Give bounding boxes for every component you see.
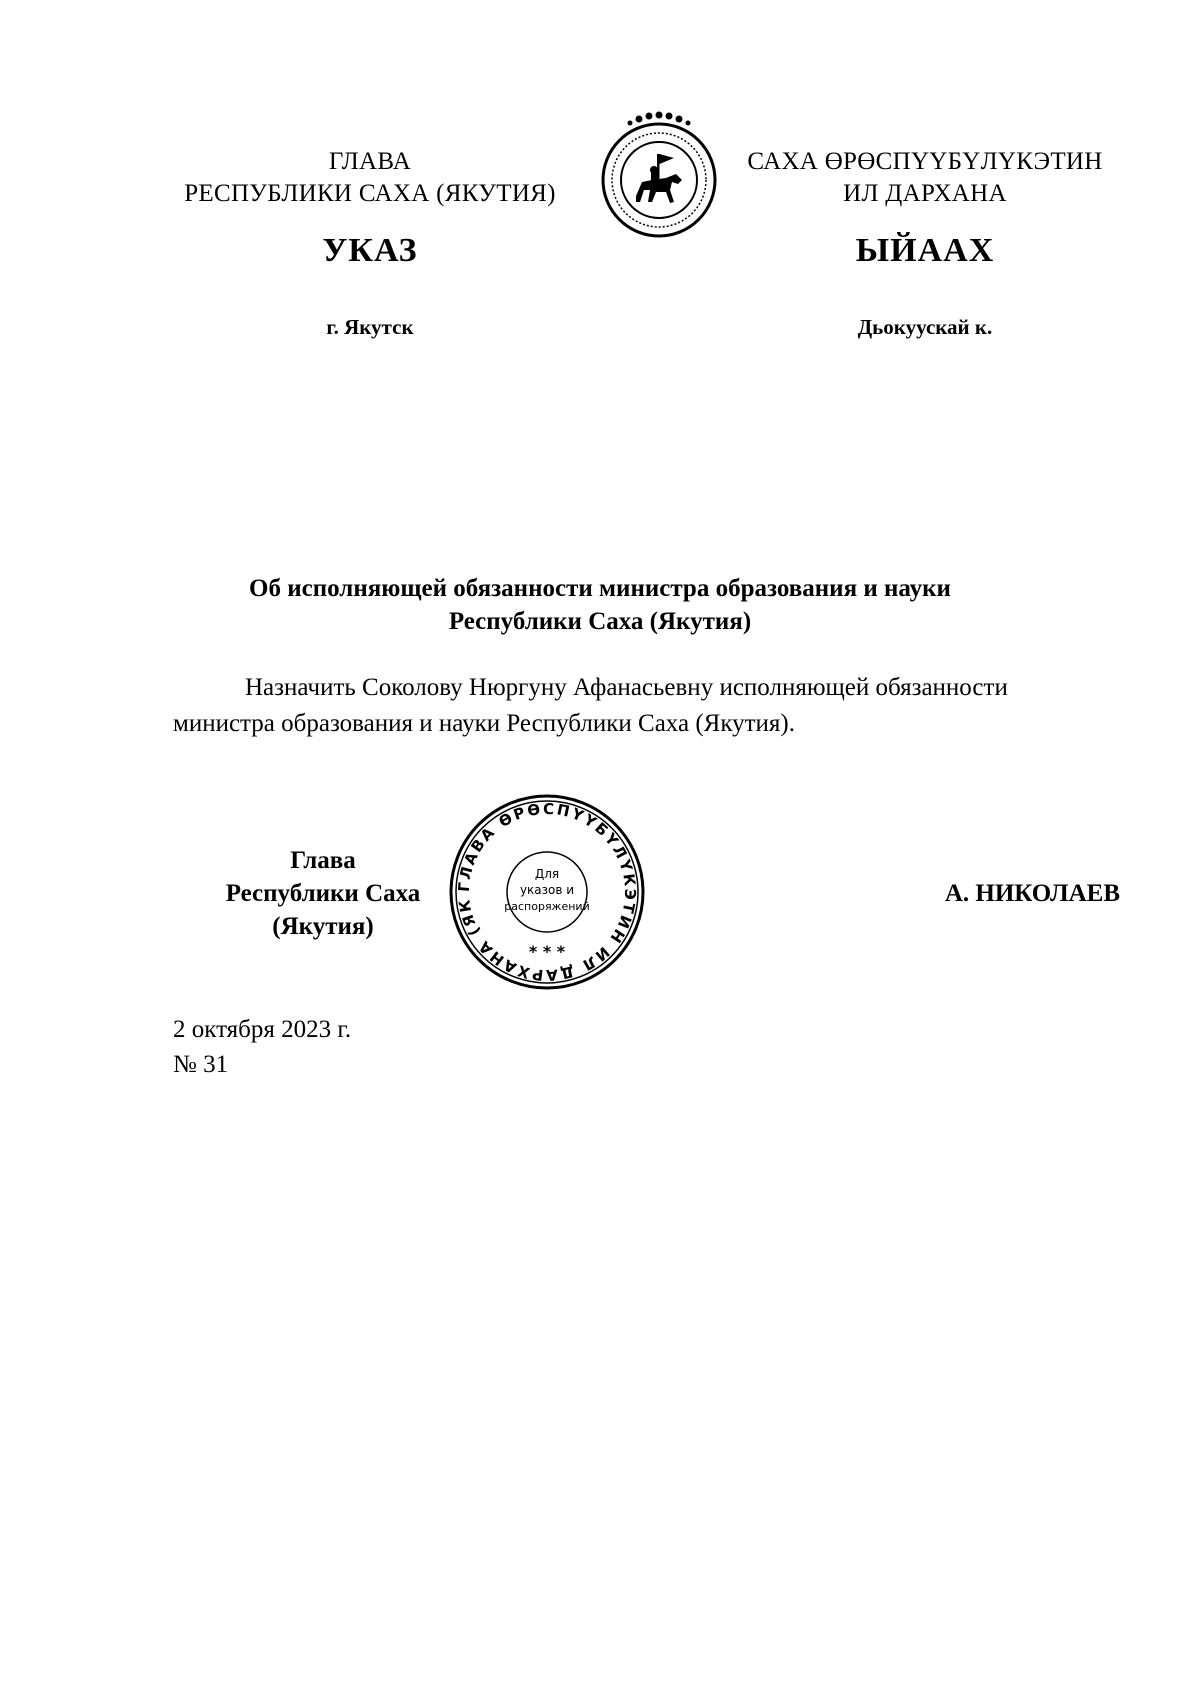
- city-left: г. Якутск: [326, 315, 414, 339]
- document-body-line1: Назначить Соколову Нюргуну Афанасьевну исполняющей обязанности: [245, 674, 1008, 701]
- document-date: 2 октября 2023 г.: [173, 1016, 352, 1043]
- header-left-line2: РЕСПУБЛИКИ САХА (ЯКУТИЯ): [184, 180, 556, 207]
- signature-position: [173, 844, 473, 943]
- header-left-line1: ГЛАВА: [328, 148, 412, 175]
- signer-name: А. НИКОЛАЕВ: [944, 880, 1120, 907]
- header-left: [150, 146, 590, 210]
- document-title-line1: Об исполняющей обязанности министра образования и науки: [249, 575, 951, 602]
- doc-type-left: УКАЗ: [322, 232, 418, 269]
- document-body-line2: министра образования и науки Республики Саха (Якутия).: [173, 710, 795, 737]
- signature-position-line2: Республики Саха (Якутия): [225, 880, 421, 940]
- stamp-center-line3: распоряжений: [504, 900, 590, 913]
- signature-position-line1: Глава: [290, 847, 356, 874]
- document-title: [150, 572, 1050, 638]
- official-stamp: [447, 792, 647, 992]
- header-right: [725, 146, 1125, 210]
- stamp-center-line2: указов и: [519, 883, 575, 897]
- header-right-line2: ИЛ ДАРХАНА: [843, 180, 1007, 207]
- stamp-outer-text: ГЛАВА ӨРӨСПҮҮБҮЛҮКЭТИН ИЛ ДАРХАНА (ЯК: [454, 799, 640, 985]
- coat-of-arms-icon: [594, 110, 724, 240]
- header-right-line1: САХА ӨРӨСПҮҮБҮЛҮКЭТИН: [747, 148, 1103, 175]
- document-body: [173, 670, 1133, 742]
- document-number: № 31: [173, 1051, 229, 1078]
- stamp-center-line1: Для: [534, 867, 560, 881]
- footer: [173, 1012, 573, 1082]
- stamp-stars: * * *: [528, 942, 566, 961]
- city-right: Дьокуускай к.: [857, 315, 993, 339]
- document-title-line2: Республики Саха (Якутия): [448, 608, 752, 635]
- doc-type-right: ЫЙААХ: [855, 232, 995, 269]
